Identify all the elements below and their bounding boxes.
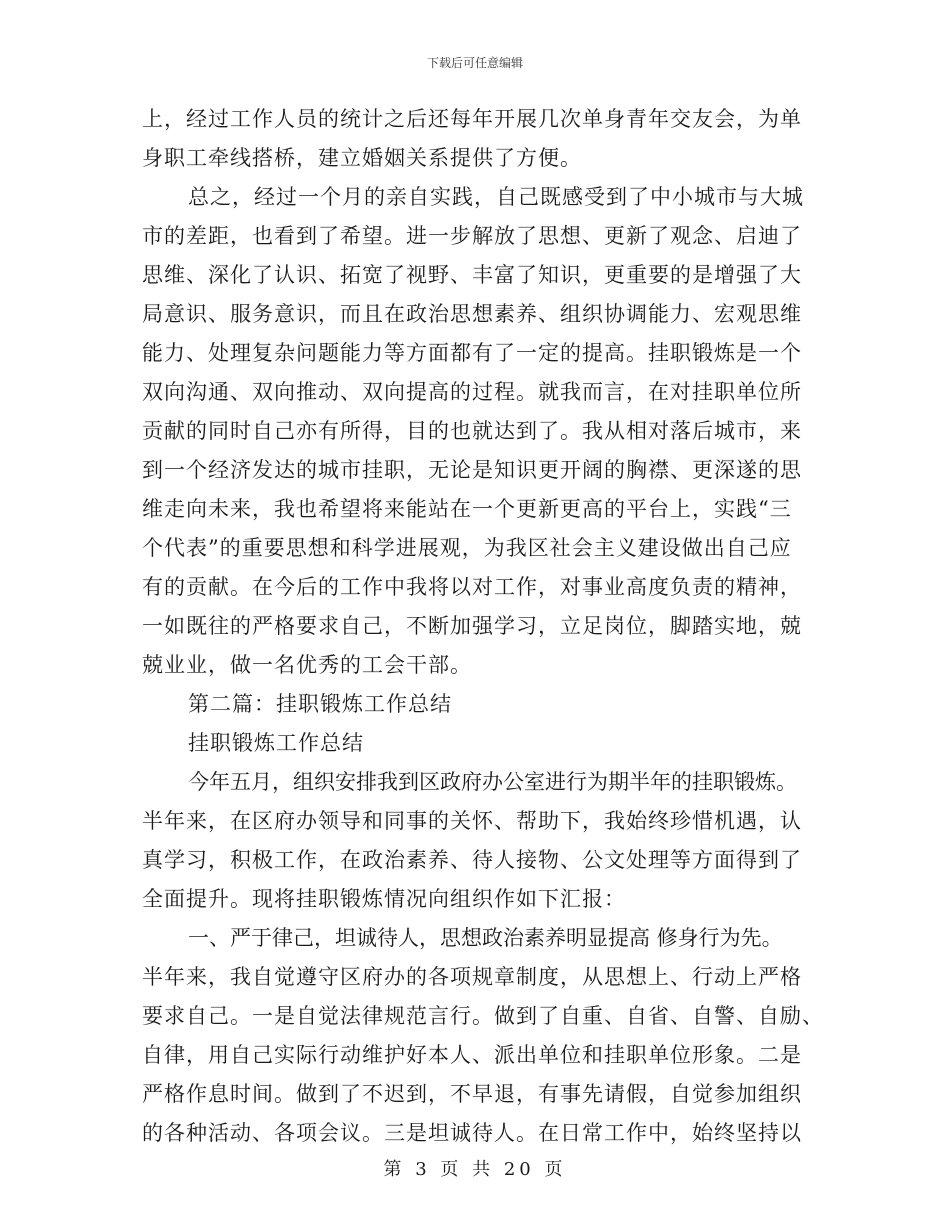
text-line: 能力、处理复杂问题能力等方面都有了一定的提高。挂职锻炼是一个	[142, 341, 802, 365]
text-line: 个代表”的重要思想和科学进展观，为我区社会主义建设做出自己应	[142, 536, 792, 560]
text-line: 双向沟通、双向推动、双向提高的过程。就我而言，在对挂职单位所	[142, 380, 802, 404]
text-line: 维走向未来，我也希望将来能站在一个更新更高的平台上，实践“三	[142, 497, 792, 521]
document-body	[142, 100, 824, 1153]
text-line: 思维、深化了认识、拓宽了视野、丰富了知识，更重要的是增强了大	[142, 263, 802, 287]
text-line: 全面提升。现将挂职锻炼情况向组织作如下汇报：	[142, 887, 626, 911]
section-heading: 第二篇：挂职锻炼工作总结	[188, 692, 452, 716]
text-line: 要求自己。一是自觉法律规范言行。做到了自重、自省、自警、自励、	[142, 1004, 824, 1028]
text-line: 兢业业，做一名优秀的工会干部。	[142, 653, 472, 677]
text-line: 的各种活动、各项会议。三是坦诚待人。在日常工作中，始终坚持以	[142, 1121, 802, 1145]
text-line: 到一个经济发达的城市挂职，无论是知识更开阔的胸襟、更深遂的思	[142, 458, 802, 482]
text-line: 身职工牵线搭桥，建立婚姻关系提供了方便。	[142, 146, 582, 170]
text-line: 半年来，我自觉遵守区府办的各项规章制度，从思想上、行动上严格	[142, 965, 802, 989]
text-line: 半年来，在区府办领导和同事的关怀、帮助下，我始终珍惜机遇，认	[142, 809, 802, 833]
text-line: 有的贡献。在今后的工作中我将以对工作，对事业高度负责的精神，	[142, 575, 802, 599]
text-line: 贡献的同时自己亦有所得，目的也就达到了。我从相对落后城市，来	[142, 419, 802, 443]
text-line: 市的差距，也看到了希望。进一步解放了思想、更新了观念、启迪了	[142, 224, 802, 248]
text-line: 上，经过工作人员的统计之后还每年开展几次单身青年交友会，为单	[142, 107, 802, 131]
page-header: 下载后可任意编辑	[426, 56, 523, 70]
article-title: 挂职锻炼工作总结	[188, 731, 364, 755]
text-line: 严格作息时间。做到了不迟到，不早退，有事先请假，自觉参加组织	[142, 1082, 802, 1106]
paragraph-start: 今年五月，组织安排我到区政府办公室进行为期半年的挂职锻炼。	[188, 770, 797, 794]
text-line: 真学习，积极工作，在政治素养、待人接物、公文处理等方面得到了	[142, 848, 802, 872]
page-number: 第 3 页 共 20 页	[383, 1159, 567, 1180]
text-line: 自律，用自己实际行动维护好本人、派出单位和挂职单位形象。二是	[142, 1043, 802, 1067]
paragraph-start: 总之，经过一个月的亲自实践，自己既感受到了中小城市与大城	[188, 185, 804, 209]
text-line: 一如既往的严格要求自己，不断加强学习，立足岗位，脚踏实地，兢	[142, 614, 802, 638]
text-line: 局意识、服务意识，而且在政治思想素养、组织协调能力、宏观思维	[142, 302, 802, 326]
paragraph-start: 一、严于律己，坦诚待人，思想政治素养明显提高 修身行为先。	[188, 926, 783, 950]
